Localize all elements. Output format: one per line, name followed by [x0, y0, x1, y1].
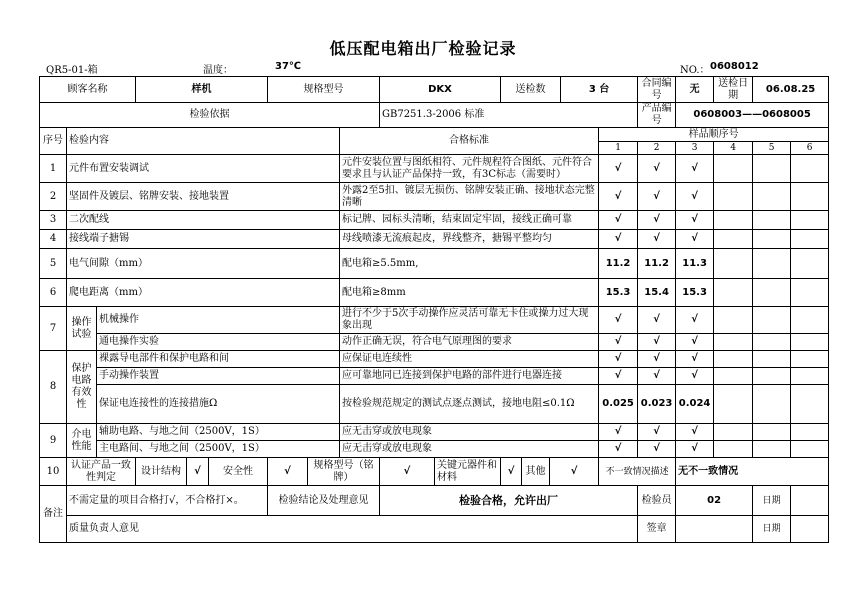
item-text: 手动操作装置 [97, 368, 340, 385]
key-components-label: 关键元器件和材料 [435, 458, 501, 486]
sample-value: √ [638, 441, 676, 458]
criteria-text: 配电箱≥8mm [340, 279, 599, 307]
sample-value: √ [599, 230, 638, 249]
sample-value: 11.2 [638, 249, 676, 279]
criteria-text: 应可靠地同已连接到保护电路的部件进行电器连接 [340, 368, 599, 385]
notes-label: 备注 [40, 486, 67, 543]
submit-date-value: 06.08.25 [753, 77, 829, 103]
notes-text: 不需定量的项目合格打√，不合格打×。 [67, 486, 268, 516]
sample-value: 11.3 [676, 249, 714, 279]
item-text: 机械操作 [97, 307, 340, 334]
sample-value: √ [638, 155, 676, 183]
row-number: 1 [40, 155, 67, 183]
document-title: 低压配电箱出厂检验记录 [329, 39, 517, 58]
row-number: 2 [40, 183, 67, 211]
quality-manager-label: 质量负责人意见 [67, 516, 638, 543]
row-number: 10 [40, 458, 67, 486]
row-number: 9 [40, 424, 67, 458]
sample-value: √ [638, 183, 676, 211]
customer-value: 样机 [136, 77, 268, 103]
sample-value: 0.025 [599, 385, 638, 424]
item-text: 二次配线 [67, 211, 340, 230]
item-text: 主电路间、与地之间（2500V，1S） [97, 441, 340, 458]
temperature-label: 温度： [203, 65, 233, 76]
sample-value: √ [676, 155, 714, 183]
sample-value: √ [638, 211, 676, 230]
sample-value: √ [599, 424, 638, 441]
table-row [40, 249, 829, 279]
sample-value: √ [676, 368, 714, 385]
basis-value: GB7251.3-2006 标准 [380, 103, 638, 128]
sample-value: √ [676, 424, 714, 441]
row-number: 6 [40, 279, 67, 307]
temperature-value: 37℃ [275, 61, 302, 72]
conclusion-value: 检验合格，允许出厂 [380, 486, 638, 516]
spec-label: 规格型号（铭牌） [308, 458, 380, 486]
sample-value: √ [676, 230, 714, 249]
quantity-label: 送检数 [501, 77, 561, 103]
key-components-value: √ [501, 458, 522, 486]
conclusion-label: 检验结论及处理意见 [268, 486, 380, 516]
group-label: 保护电路有效性 [67, 351, 97, 424]
sample-value: √ [638, 230, 676, 249]
sample-value: √ [676, 211, 714, 230]
safety-label: 安全性 [209, 458, 268, 486]
sample-col-4: 4 [714, 142, 753, 155]
sample-value: √ [638, 424, 676, 441]
sample-col-2: 2 [638, 142, 676, 155]
sample-value: √ [638, 368, 676, 385]
sample-value: √ [638, 307, 676, 334]
seq-header: 序号 [40, 128, 67, 155]
item-text: 爬电距离（mm） [67, 279, 340, 307]
sample-value: √ [599, 351, 638, 368]
customer-label: 顾客名称 [40, 77, 136, 103]
sample-value: √ [676, 441, 714, 458]
table-row [40, 211, 829, 230]
table-row [40, 424, 829, 441]
criteria-text: 动作正确无误，符合电气原理图的要求 [340, 334, 599, 351]
sample-value: √ [599, 183, 638, 211]
signature-label: 签章 [638, 516, 676, 543]
table-row [40, 155, 829, 183]
criteria-text: 应无击穿或放电现象 [340, 424, 599, 441]
sample-value: √ [638, 351, 676, 368]
item-header: 检验内容 [67, 128, 340, 155]
item-text: 保证电连接性的连接措施Ω [97, 385, 340, 424]
row-number: 4 [40, 230, 67, 249]
number-label: NO.： [680, 65, 710, 76]
criteria-header: 合格标准 [340, 128, 599, 155]
item-text: 接线端子搪锡 [67, 230, 340, 249]
group-label: 操作试验 [67, 307, 97, 351]
serial-label: 产品编号 [638, 103, 676, 128]
inspector-label: 检验员 [638, 486, 676, 516]
criteria-text: 进行不少于5次手动操作应灵活可靠无卡住或操力过大现象出现 [340, 307, 599, 334]
inconsistency-label: 不一致情况描述 [599, 458, 676, 486]
contract-label: 合同编号 [638, 77, 676, 103]
row-number: 5 [40, 249, 67, 279]
sample-col-6: 6 [791, 142, 829, 155]
table-row [40, 334, 829, 351]
inspection-date-label: 日期 [753, 486, 791, 516]
model-value: DKX [380, 77, 501, 103]
notes-row [40, 516, 829, 543]
criteria-text: 应无击穿或放电现象 [340, 441, 599, 458]
table-row [40, 279, 829, 307]
basis-label: 检验依据 [40, 103, 380, 128]
sample-value: √ [599, 334, 638, 351]
criteria-text: 标记牌、园标头清晰，结束固定牢固，接线正确可靠 [340, 211, 599, 230]
sample-value: √ [676, 334, 714, 351]
inspection-table [39, 76, 829, 543]
table-row [40, 230, 829, 249]
quality-date-label: 日期 [753, 516, 791, 543]
sample-value: √ [676, 351, 714, 368]
sample-col-1: 1 [599, 142, 638, 155]
table-row [40, 351, 829, 368]
sample-value: √ [676, 307, 714, 334]
sample-value: √ [599, 155, 638, 183]
inconsistency-value: 无不一致情况 [676, 458, 829, 486]
sample-value: √ [638, 334, 676, 351]
sample-col-5: 5 [753, 142, 791, 155]
form-code: QR5-01-箱 [46, 65, 98, 76]
item-text: 裸露导电部件和保护电路和间 [97, 351, 340, 368]
other-value: √ [550, 458, 599, 486]
table-row [40, 368, 829, 385]
other-label: 其他 [522, 458, 550, 486]
cert-consistency-label: 认证产品一致性判定 [67, 458, 136, 486]
sample-order-header: 样品顺序号 [599, 128, 829, 142]
group-label: 介电性能 [67, 424, 97, 458]
item-text: 元件布置安装调试 [67, 155, 340, 183]
sample-value: √ [599, 307, 638, 334]
sample-value: √ [599, 368, 638, 385]
table-row [40, 183, 829, 211]
sample-value: 0.024 [676, 385, 714, 424]
item-text: 通电操作实验 [97, 334, 340, 351]
design-value: √ [187, 458, 209, 486]
sample-value: 11.2 [599, 249, 638, 279]
item-text: 辅助电路、与地之间（2500V，1S） [97, 424, 340, 441]
sample-col-3: 3 [676, 142, 714, 155]
sample-value: √ [676, 183, 714, 211]
contract-value: 无 [676, 77, 714, 103]
row-number: 7 [40, 307, 67, 351]
criteria-text: 母线喷漆无流痕起皮，界线整齐，搪锡平整均匀 [340, 230, 599, 249]
safety-value: √ [268, 458, 308, 486]
table-row [40, 385, 829, 424]
table-row [40, 441, 829, 458]
sample-value: √ [599, 211, 638, 230]
row-number: 8 [40, 351, 67, 424]
inspector-value: 02 [676, 486, 753, 516]
criteria-text: 按检验规范规定的测试点逐点测试，接地电阻≤0.1Ω [340, 385, 599, 424]
model-label: 规格型号 [268, 77, 380, 103]
table-row [40, 307, 829, 334]
sample-value: 15.4 [638, 279, 676, 307]
row-number: 3 [40, 211, 67, 230]
quantity-value: 3 台 [561, 77, 638, 103]
number-value: 0608012 [710, 61, 759, 72]
sample-value: 15.3 [676, 279, 714, 307]
sample-value: √ [599, 441, 638, 458]
serial-value: 0608003——0608005 [676, 103, 829, 128]
submit-date-label: 送检日期 [714, 77, 753, 103]
notes-row [40, 486, 829, 516]
spec-value: √ [380, 458, 435, 486]
criteria-text: 元件安装位置与图纸相符、元件规程符合图纸、元件符合要求且与认证产品保持一致，有3C标志（需要时） [340, 155, 599, 183]
sample-value: 15.3 [599, 279, 638, 307]
item-text: 坚固件及镀层、铭牌安装、接地装置 [67, 183, 340, 211]
criteria-text: 应保证电连续性 [340, 351, 599, 368]
design-label: 设计结构 [136, 458, 187, 486]
item-text: 电气间隙（mm） [67, 249, 340, 279]
criteria-text: 外露2至5扣、镀层无损伤、铭牌安装正确、接地状态完整清晰 [340, 183, 599, 211]
table-row [40, 458, 829, 486]
criteria-text: 配电箱≥5.5mm, [340, 249, 599, 279]
sample-value: 0.023 [638, 385, 676, 424]
